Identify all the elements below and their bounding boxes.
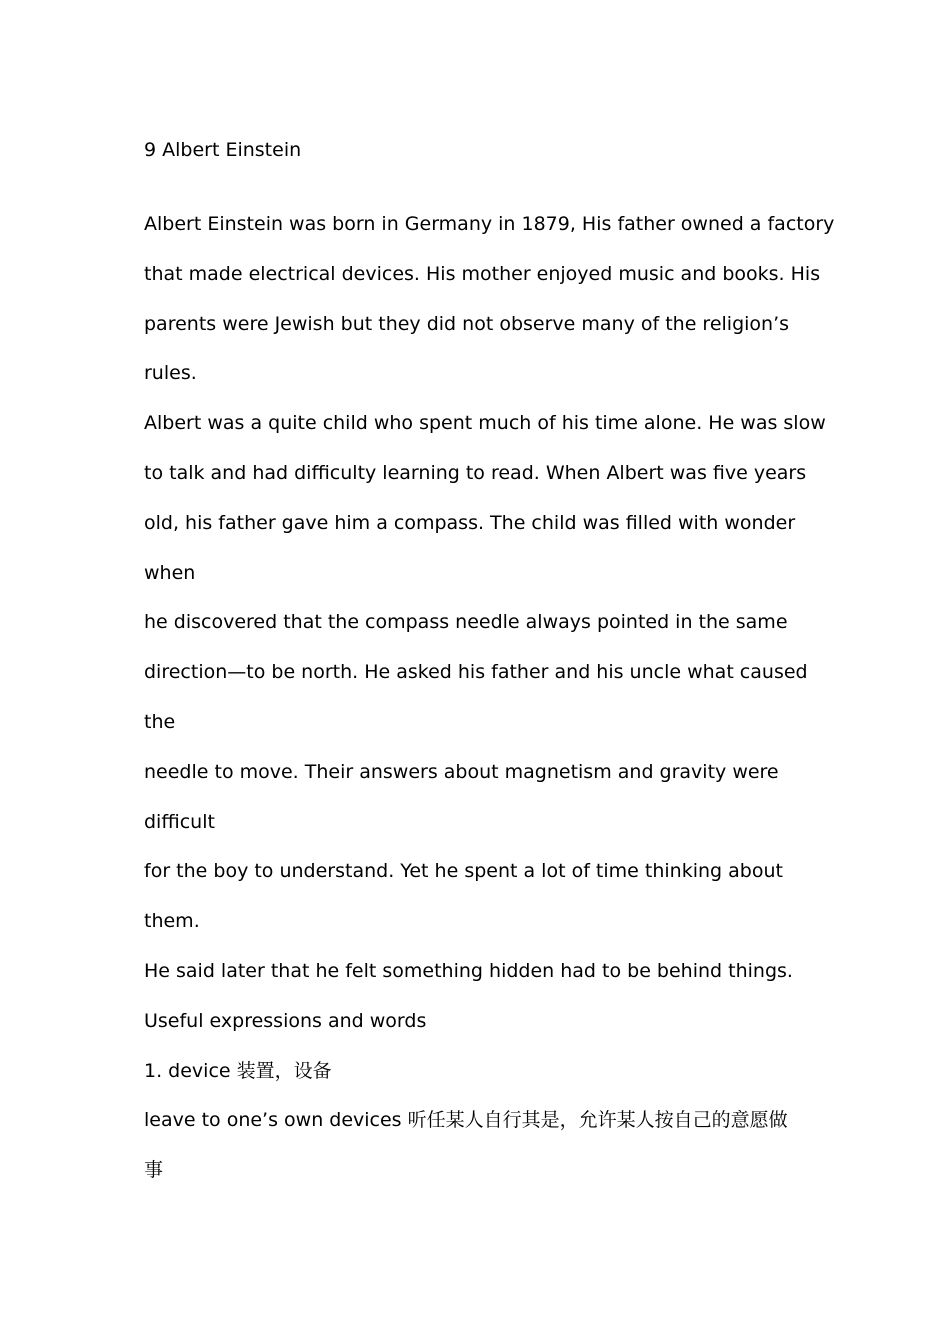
text-line: to talk and had difficulty learning to read. When Albert was five years (144, 461, 807, 484)
text-line: when (144, 561, 196, 584)
text-line: He said later that he felt something hidden had to be behind things. (144, 959, 793, 982)
text-line: Albert Einstein was born in Germany in 1879, His father owned a factory (144, 213, 835, 235)
text-line: rules. (144, 362, 197, 385)
document-body (144, 210, 844, 1206)
text-line: parents were Jewish but they did not observe many of the religion’s (144, 312, 790, 335)
text-line: them. (144, 910, 200, 933)
vocab-item-continued: 事 (144, 1159, 164, 1182)
text-line: needle to move. Their answers about magnetism and gravity were (144, 760, 779, 783)
text-line: Albert was a quite child who spent much of his time alone. He was slow (144, 412, 826, 435)
text-line: that made electrical devices. His mother enjoyed music and books. His (144, 262, 821, 285)
text-line: the (144, 710, 176, 733)
text-line: for the boy to understand. Yet he spent a lot of time thinking about (144, 860, 783, 883)
text-line: direction—to be north. He asked his father and his uncle what caused (144, 661, 808, 684)
text-line: difficult (144, 810, 215, 833)
section-heading: Useful expressions and words (144, 1009, 427, 1032)
text-line: old, his father gave him a compass. The child was filled with wonder (144, 511, 796, 534)
document-title: 9 Albert Einstein (144, 139, 302, 161)
vocab-item: leave to one’s own devices 听任某人自行其是，允许某人按自己的意愿做 (144, 1109, 788, 1132)
vocab-item: 1. device 装置，设备 (144, 1059, 332, 1082)
text-line: he discovered that the compass needle always pointed in the same (144, 611, 788, 634)
